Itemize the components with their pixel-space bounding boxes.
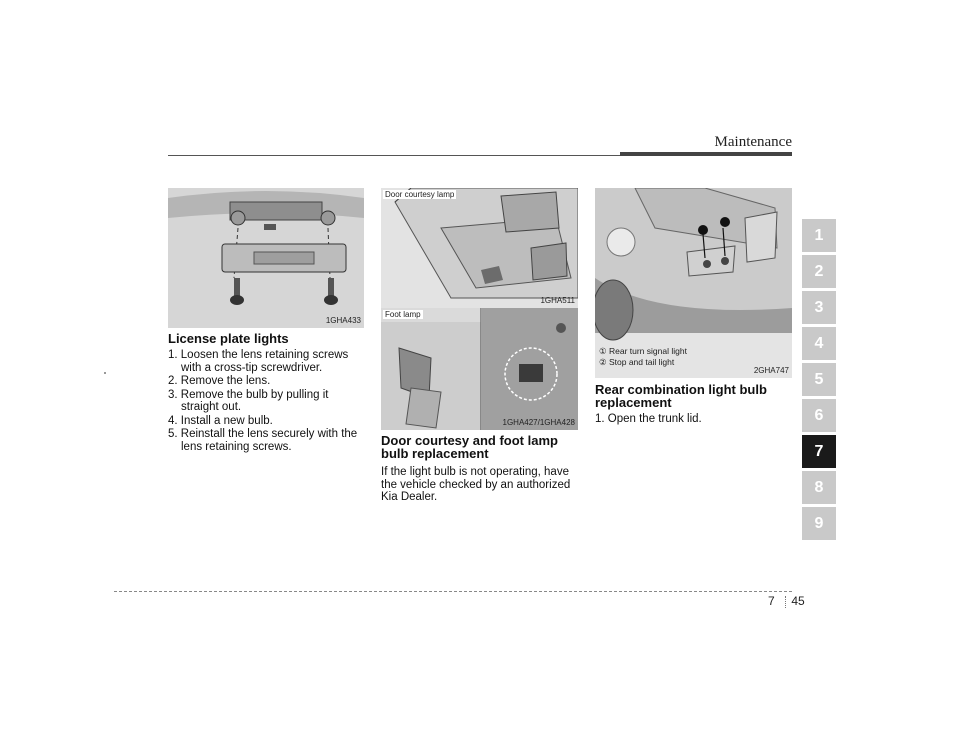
foot-lamp-label: Foot lamp <box>385 310 421 319</box>
chapter-tab-3[interactable]: 3 <box>802 291 836 324</box>
license-plate-section <box>168 332 364 454</box>
foot-lamp-figure <box>381 308 578 430</box>
chapter-tab-4[interactable]: 4 <box>802 327 836 360</box>
license-plate-steps <box>168 349 364 453</box>
figure-code: 1GHA427/1GHA428 <box>502 418 575 427</box>
page-index: 45 <box>791 594 805 608</box>
step-item: 2. Remove the lens. <box>168 375 271 387</box>
step-item: 3. Remove the bulb by pulling it straight out. <box>168 388 329 413</box>
rear-light-legend <box>599 346 687 368</box>
rear-combination-heading: Rear combination light bulb replacement <box>595 382 767 410</box>
chapter-tab-7[interactable]: 7 <box>802 435 836 468</box>
margin-mark <box>104 372 106 374</box>
door-courtesy-label: Door courtesy lamp <box>385 190 455 199</box>
header-rule <box>168 155 620 156</box>
license-plate-light-illustration <box>168 188 364 328</box>
chapter-tab-2[interactable]: 2 <box>802 255 836 288</box>
rear-combination-light-figure <box>595 188 792 378</box>
door-courtesy-body: If the light bulb is not operating, have the vehicle checked by an authorized Kia Dealer. <box>381 466 571 503</box>
step-item: 5. Reinstall the lens securely with the lens retaining screws. <box>168 428 358 453</box>
door-courtesy-figure <box>381 188 578 308</box>
license-plate-light-figure <box>168 188 364 328</box>
header-rule-accent <box>620 152 792 156</box>
chapter-tab-1[interactable]: 1 <box>802 219 836 252</box>
rear-combination-section <box>595 383 792 427</box>
page-number-separator <box>785 596 787 608</box>
door-courtesy-section <box>381 434 578 504</box>
chapter-tab-5[interactable]: 5 <box>802 363 836 396</box>
legend-item: ② Stop and tail light <box>599 357 675 367</box>
figure-code: 1GHA511 <box>540 296 575 305</box>
license-plate-heading: License plate lights <box>168 331 289 346</box>
legend-item: ① Rear turn signal light <box>599 346 687 356</box>
page-chapter: 7 <box>768 594 775 608</box>
rear-combination-steps <box>595 413 792 426</box>
section-title: Maintenance <box>714 134 792 150</box>
step-item: 1. Open the trunk lid. <box>595 413 702 425</box>
chapter-tab-9[interactable]: 9 <box>802 507 836 540</box>
footer-rule <box>114 591 792 592</box>
step-item: 4. Install a new bulb. <box>168 414 273 427</box>
figure-code: 2GHA747 <box>753 366 789 375</box>
figure-code: 1GHA433 <box>325 316 361 325</box>
chapter-tabs <box>802 219 836 543</box>
foot-lamp-illustration <box>381 308 578 430</box>
chapter-tab-8[interactable]: 8 <box>802 471 836 504</box>
door-courtesy-illustration <box>381 188 578 308</box>
door-courtesy-heading: Door courtesy and foot lamp bulb replacement <box>381 433 558 461</box>
chapter-tab-6[interactable]: 6 <box>802 399 836 432</box>
step-item: 1. Loosen the lens retaining screws with a cross-tip screwdriver. <box>168 349 349 374</box>
